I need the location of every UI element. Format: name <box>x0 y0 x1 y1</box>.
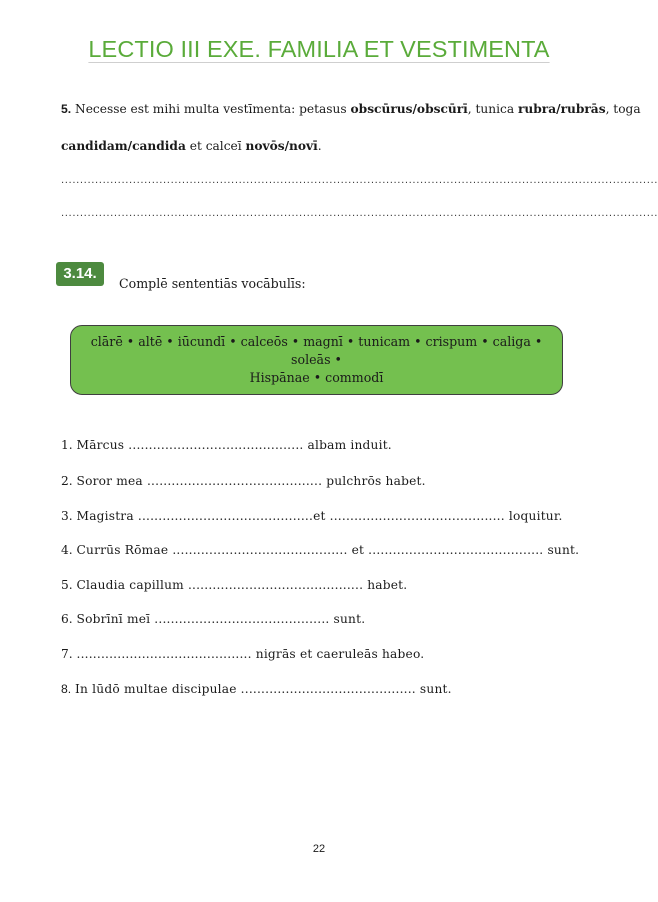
sentence-text[interactable]: Mārcus ........................................... albam induit. <box>76 438 392 452</box>
sentence-text[interactable]: In lūdō multae discipulae ........................................... sunt. <box>75 682 452 696</box>
exercise-number-badge: 3.14. <box>56 262 104 286</box>
sentence-1 <box>61 438 392 452</box>
sentence-5 <box>61 578 407 592</box>
prev-item-bold-a: obscūrus/obscūrī <box>350 102 468 116</box>
sentence-4 <box>61 543 579 557</box>
sentence-text[interactable]: Soror mea ........................................... pulchrōs habet. <box>76 474 426 488</box>
sentence-number: 5. <box>61 578 73 592</box>
sentence-6 <box>61 612 365 626</box>
prev-item-line-1 <box>61 102 641 116</box>
sentence-7 <box>61 647 424 661</box>
page-title: LECTIO III EXE. FAMILIA ET VESTIMENTA <box>88 36 550 62</box>
sentence-8 <box>61 682 452 696</box>
prev-item-text-c: , toga <box>605 102 641 116</box>
sentence-number: 8. <box>61 682 72 696</box>
exercise-instruction: Complē sententiās vocābulīs: <box>119 276 306 291</box>
word-bank-box <box>70 325 563 395</box>
prev-item-text-d: et calceī <box>185 139 246 153</box>
sentence-text[interactable]: Currūs Rōmae ........................................... et ........................................... sunt. <box>76 543 580 557</box>
sentence-number: 1. <box>61 438 73 452</box>
answer-line-2[interactable]: .............................................................................................................................................................. <box>61 208 658 219</box>
sentence-number: 4. <box>61 543 73 557</box>
page-number: 22 <box>312 843 326 855</box>
word-bank-line-1: clārē • altē • iūcundī • calceōs • magnī • tunicam • crispum • caliga • soleās • <box>90 334 543 367</box>
sentence-2 <box>61 474 426 488</box>
prev-item-text-e: . <box>317 139 322 153</box>
prev-item-bold-c: candidam/candida <box>61 139 186 153</box>
sentence-3 <box>61 509 563 523</box>
sentence-text[interactable]: Magistra ...........................................et ........................................... loquitur. <box>76 509 563 523</box>
answer-line-1[interactable]: .............................................................................................................................................................. <box>61 175 658 186</box>
prev-item-text-b: , tunica <box>467 102 518 116</box>
prev-item-text-a: Necesse est mihi multa vestīmenta: petasus <box>71 102 351 116</box>
prev-item-bold-b: rubra/rubrās <box>518 102 606 116</box>
sentence-text[interactable]: Sobrīnī meī ........................................... sunt. <box>76 612 366 626</box>
sentence-number: 3. <box>61 509 73 523</box>
sentence-number: 2. <box>61 474 73 488</box>
sentence-text[interactable]: ........................................... nigrās et caeruleās habeo. <box>76 647 425 661</box>
prev-item-bold-d: novōs/novī <box>245 139 318 153</box>
sentence-number: 7. <box>61 647 73 661</box>
word-bank-line-2: Hispānae • commodī <box>249 370 384 385</box>
sentence-text[interactable]: Claudia capillum ........................................... habet. <box>76 578 408 592</box>
sentence-number: 6. <box>61 612 73 626</box>
prev-item-number: 5. <box>61 102 72 116</box>
prev-item-line-2 <box>61 139 322 153</box>
